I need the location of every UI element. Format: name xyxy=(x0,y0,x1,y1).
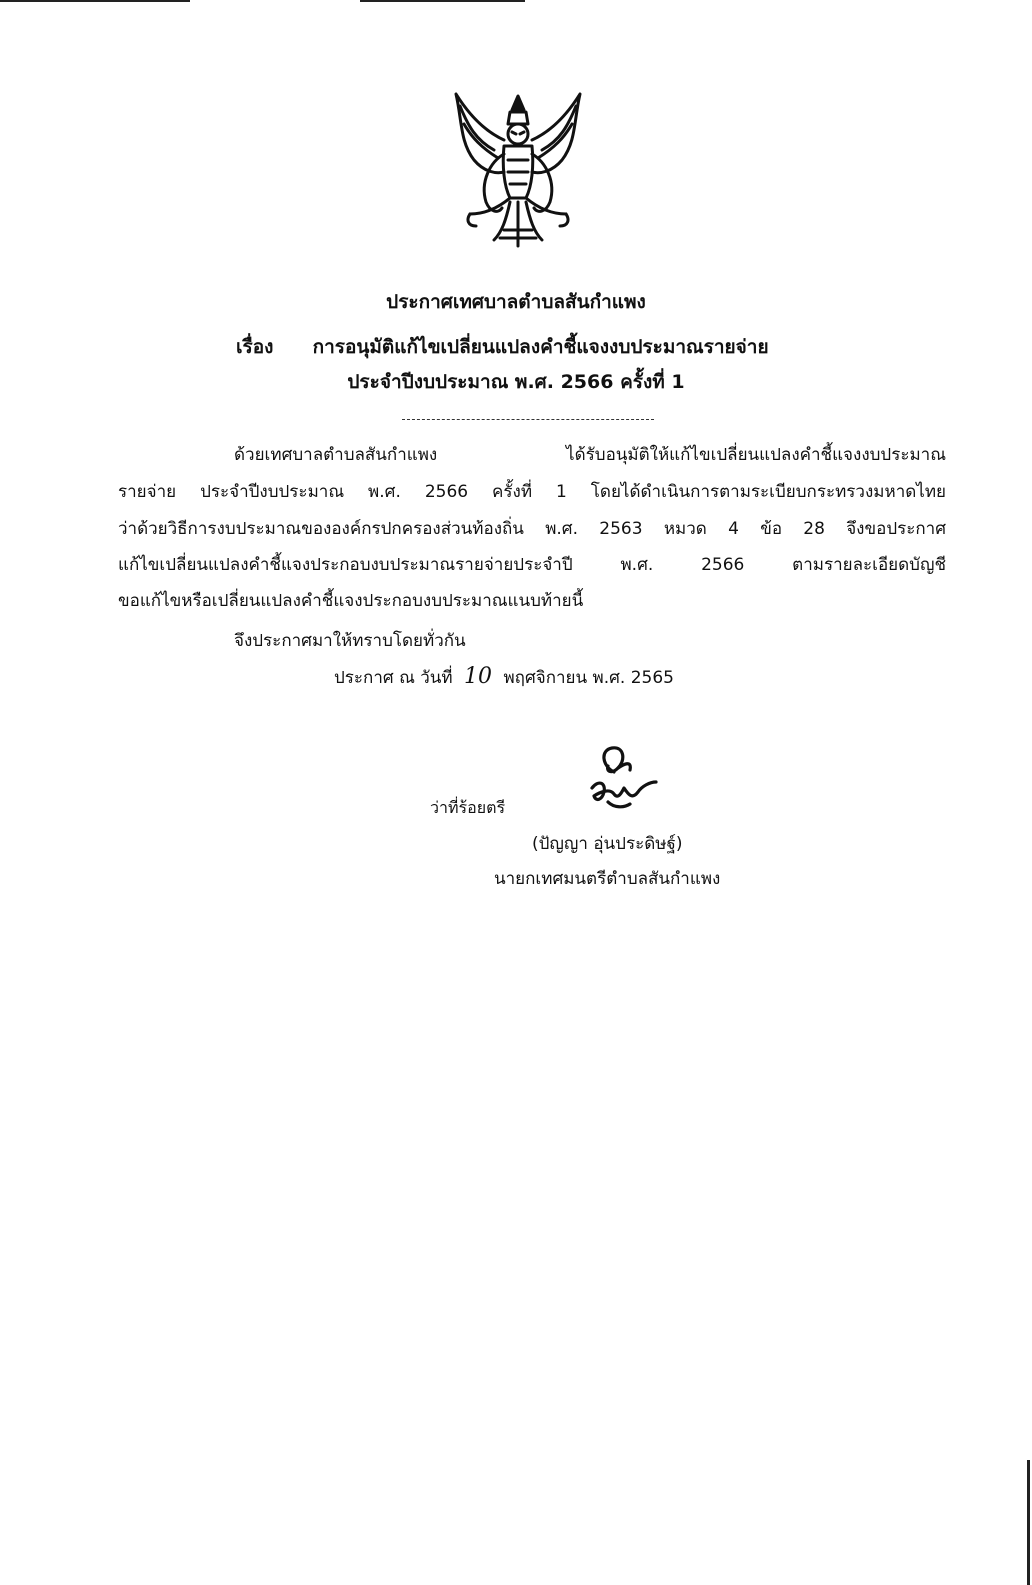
signer-rank: ว่าที่ร้อยตรี xyxy=(430,798,506,817)
date-day-handwritten: 10 xyxy=(464,664,493,689)
document-title: ประกาศเทศบาลตำบลสันกำแพง xyxy=(386,291,646,313)
scan-edge-mark xyxy=(360,0,525,2)
signer-position: นายกเทศมนตรีตำบลสันกำแพง xyxy=(494,869,721,889)
signer-name: (ปัญญา อุ่นประดิษฐ์) xyxy=(532,834,683,854)
body-paragraph-line: แก้ไขเปลี่ยนแปลงคำชี้แจงประกอบงบประมาณรายจ่ายประจำปี พ.ศ. 2566 ตามรายละเอียดบัญชี xyxy=(118,555,946,575)
body-paragraph-line: ด้วยเทศบาลตำบลสันกำแพง ได้รับอนุมัติให้แก้ไขเปลี่ยนแปลงคำชี้แจงงบประมาณ xyxy=(234,445,946,465)
date-prefix: ประกาศ ณ วันที่ xyxy=(334,668,453,688)
body-paragraph-line: ว่าด้วยวิธีการงบประมาณขององค์กรปกครองส่วนท้องถิ่น พ.ศ. 2563 หมวด 4 ข้อ 28 จึงขอประกาศ xyxy=(118,519,946,539)
subject-text: การอนุมัติแก้ไขเปลี่ยนแปลงคำชี้แจงงบประมาณรายจ่าย xyxy=(312,336,769,358)
body-paragraph-line: รายจ่าย ประจำปีงบประมาณ พ.ศ. 2566 ครั้งที่ 1 โดยได้ดำเนินการตามระเบียบกระทรวงมหาดไทย xyxy=(118,482,946,502)
body-paragraph-line: ขอแก้ไขหรือเปลี่ยนแปลงคำชี้แจงประกอบงบประมาณแนบท้ายนี้ xyxy=(118,591,584,611)
fiscal-year-line: ประจำปีงบประมาณ พ.ศ. 2566 ครั้งที่ 1 xyxy=(347,371,685,393)
title-divider xyxy=(402,419,654,420)
closing-statement: จึงประกาศมาให้ทราบโดยทั่วกัน xyxy=(234,631,466,651)
garuda-emblem-icon xyxy=(446,90,590,250)
scan-edge-mark xyxy=(0,0,190,2)
handwritten-signature xyxy=(584,742,664,812)
subject-row xyxy=(236,332,769,362)
scan-edge-mark xyxy=(1027,1460,1030,1585)
date-suffix: พฤศจิกายน พ.ศ. 2565 xyxy=(503,668,675,688)
announcement-date xyxy=(334,664,674,691)
subject-label: เรื่อง xyxy=(236,336,274,358)
